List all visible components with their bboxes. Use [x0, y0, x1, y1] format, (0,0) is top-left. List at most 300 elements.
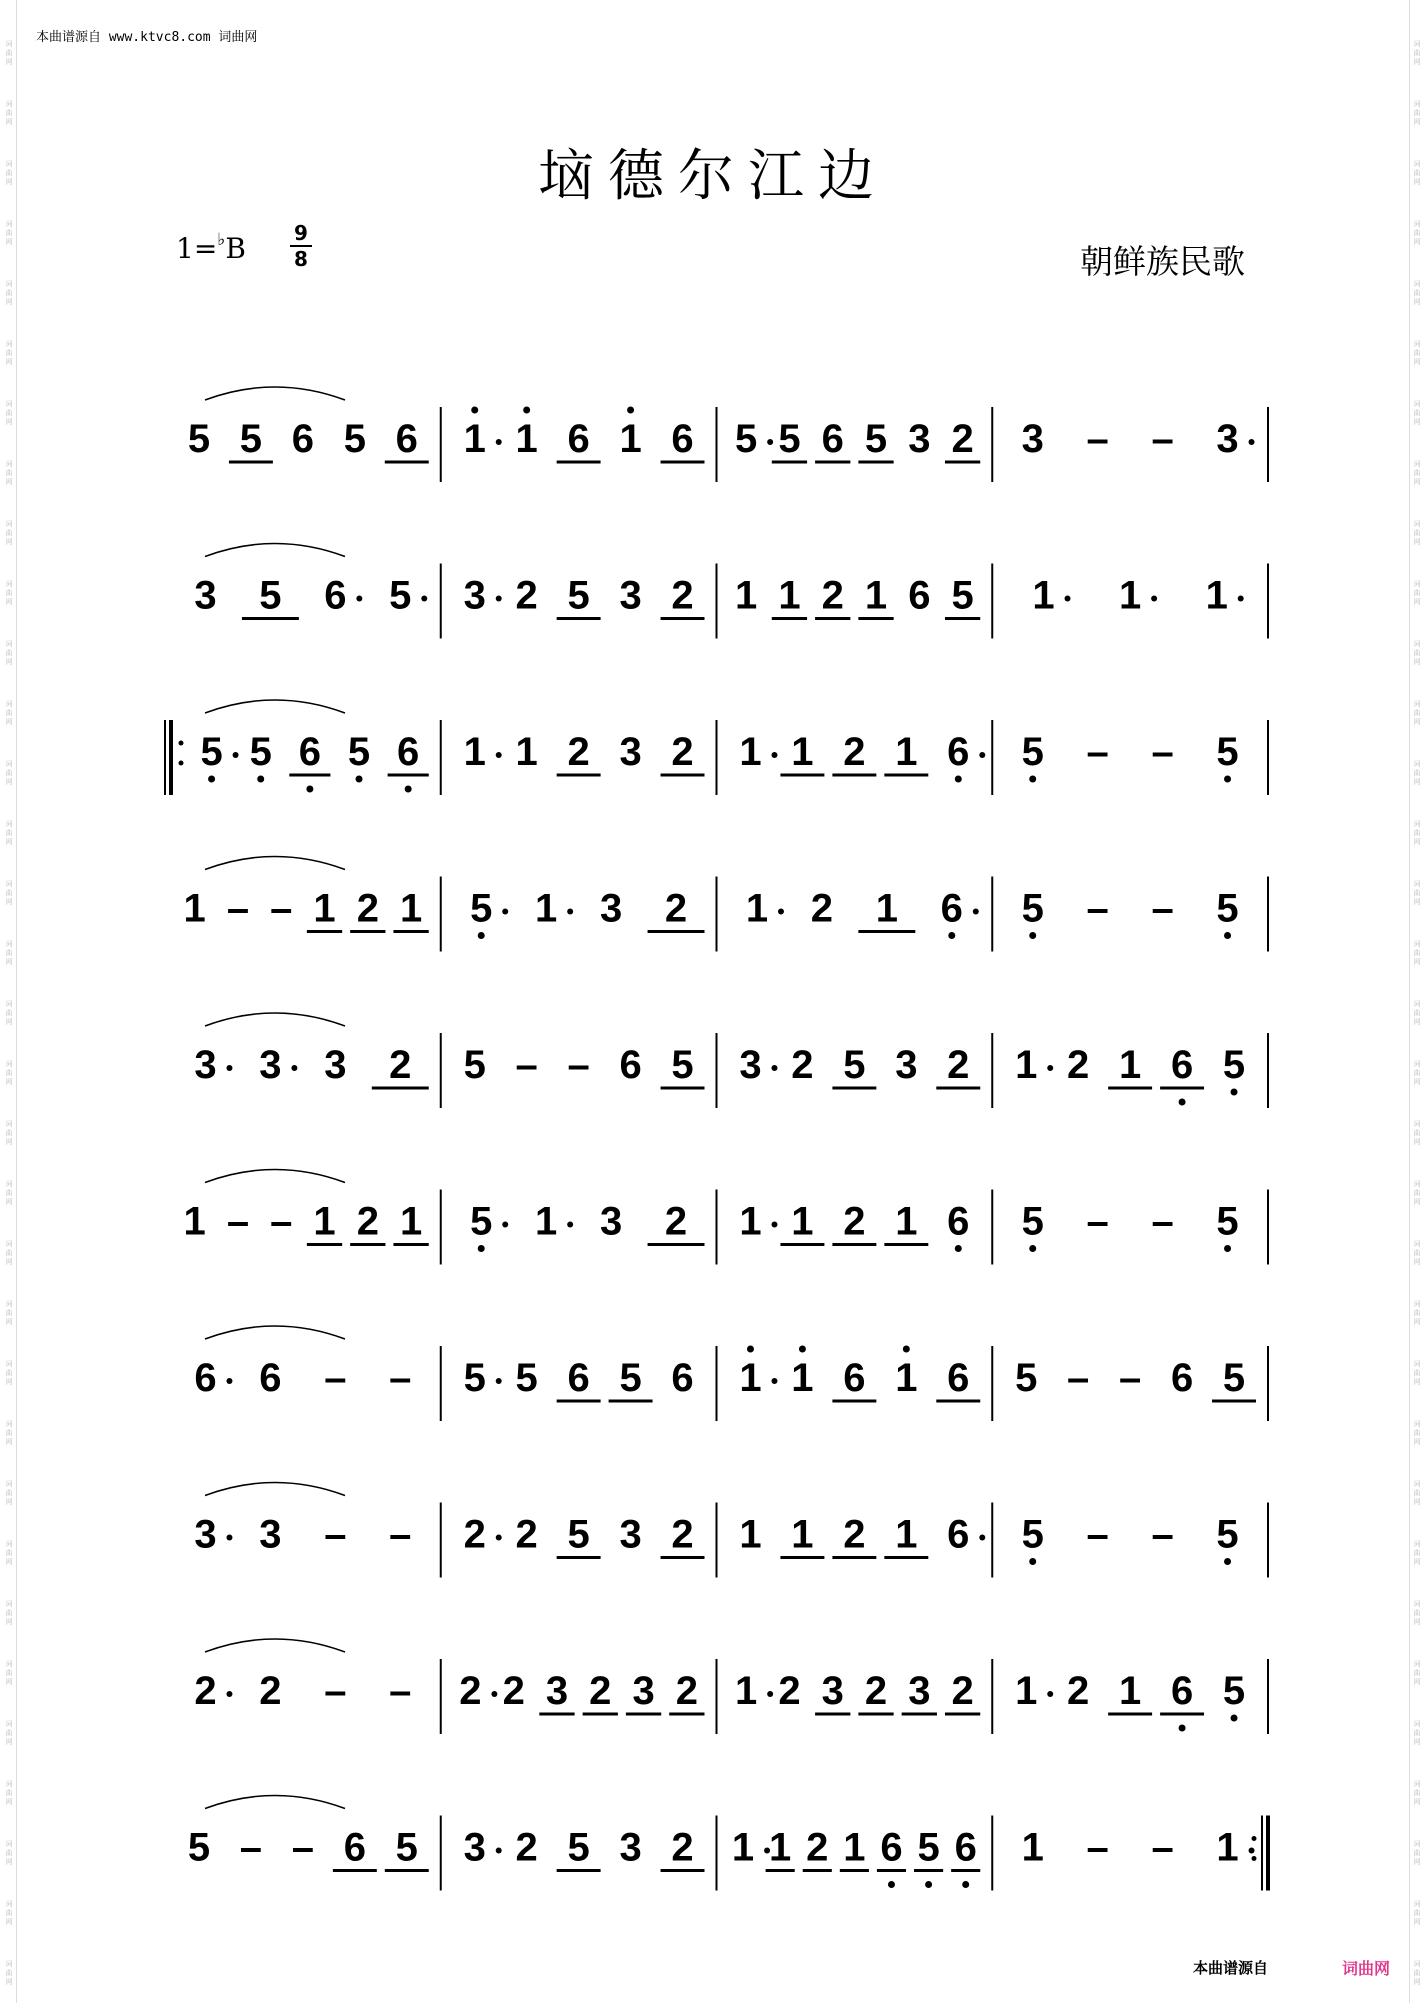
score-note: 1	[1119, 1043, 1142, 1087]
score-note: 6	[947, 1512, 970, 1557]
score-note: 2	[356, 886, 379, 931]
side-watermark-mark: 词 曲 网	[5, 1300, 13, 1326]
score-note: –	[1151, 417, 1174, 461]
score-note: 5	[239, 417, 263, 461]
augmentation-dot	[226, 1691, 232, 1697]
low-octave-dot	[955, 1245, 962, 1252]
score-note: 1	[619, 417, 642, 461]
augmentation-dot	[771, 752, 777, 758]
score-note: 3	[194, 1512, 217, 1557]
score-note: 6	[343, 1825, 366, 1870]
score-note: 6	[298, 730, 321, 774]
score-note: 6	[954, 1825, 977, 1870]
score-note: 5	[1216, 886, 1239, 931]
augmentation-dot	[496, 596, 502, 602]
score-note: 2	[843, 730, 866, 774]
score-note: –	[1151, 730, 1174, 774]
score-note: 5	[1216, 730, 1239, 774]
score-note: 6	[671, 1356, 694, 1400]
low-octave-dot	[1029, 1558, 1036, 1565]
score-note: 1	[515, 730, 538, 774]
side-watermark-mark: 词 曲 网	[5, 40, 13, 66]
side-watermark-mark: 词 曲 网	[1413, 760, 1421, 786]
score-note: 6	[324, 573, 347, 618]
score-note: 6	[259, 1356, 282, 1400]
side-watermark-mark: 词 曲 网	[1413, 1180, 1421, 1206]
side-watermark-mark: 词 曲 网	[1413, 1300, 1421, 1326]
side-watermark-mark: 词 曲 网	[1413, 1240, 1421, 1266]
side-watermark-mark: 词 曲 网	[5, 460, 13, 486]
score-note: 5	[1216, 1199, 1239, 1244]
score-note: –	[1119, 1356, 1142, 1400]
score-note: 1	[778, 573, 801, 618]
augmentation-dot	[567, 909, 573, 915]
score-note: 2	[194, 1669, 217, 1713]
augmentation-dot	[421, 596, 427, 602]
score-note: –	[1151, 886, 1174, 931]
score-note: 1	[735, 1669, 758, 1713]
score-note: 1	[183, 886, 206, 931]
score-note: 1	[739, 1199, 762, 1244]
score-note: 6	[567, 1356, 590, 1400]
score-note: 5	[470, 1199, 493, 1244]
side-watermark-mark: 词 曲 网	[5, 1660, 13, 1686]
augmentation-dot	[496, 752, 502, 758]
score-note: 1	[791, 730, 814, 774]
side-watermark-mark: 词 曲 网	[1413, 640, 1421, 666]
side-watermark-mark: 词 曲 网	[5, 880, 13, 906]
augmentation-dot	[496, 1848, 502, 1854]
score-note: 3	[194, 1043, 217, 1087]
augmentation-dot	[502, 1222, 508, 1228]
augmentation-dot	[291, 1065, 297, 1071]
score-note: 6	[194, 1356, 217, 1400]
footer-source-label: 本曲谱源自	[1193, 1959, 1269, 1977]
score-note: 5	[347, 730, 371, 774]
score-note: –	[1151, 1199, 1174, 1244]
score-note: 3	[908, 417, 931, 461]
side-watermark-mark: 词 曲 网	[5, 940, 13, 966]
side-watermark-mark: 词 曲 网	[5, 640, 13, 666]
score-note: 5	[1021, 1512, 1044, 1557]
score-note: 1	[1015, 1043, 1038, 1087]
score-note: 2	[664, 886, 688, 931]
score-note: 2	[671, 573, 694, 618]
side-watermark-mark: 词 曲 网	[5, 400, 13, 426]
score-note: 2	[463, 1512, 486, 1557]
score-note: 1	[1015, 1669, 1038, 1713]
score-note: 1	[1032, 573, 1055, 618]
low-octave-dot	[1029, 1245, 1036, 1252]
score-note: 2	[515, 1825, 538, 1870]
score-note: 2	[671, 1825, 694, 1870]
side-watermark-mark: 词 曲 网	[1413, 1960, 1421, 1986]
augmentation-dot	[771, 1065, 777, 1071]
augmentation-dot	[979, 1535, 985, 1541]
low-octave-dot	[1224, 776, 1231, 783]
score-note: –	[270, 886, 293, 931]
score-note: –	[226, 1199, 250, 1244]
augmentation-dot	[496, 1378, 502, 1384]
score-note: 1	[895, 1356, 918, 1400]
low-octave-dot	[1029, 776, 1036, 783]
score-note: 3	[194, 573, 217, 618]
score-note: 6	[397, 730, 420, 774]
score-note: –	[324, 1669, 347, 1713]
side-watermark-mark: 词 曲 网	[5, 1360, 13, 1386]
side-watermark-mark: 词 曲 网	[5, 1480, 13, 1506]
flat-symbol: ♭	[217, 230, 226, 250]
slur	[205, 1326, 345, 1339]
score-note: –	[389, 1356, 412, 1400]
score-note: 2	[810, 886, 834, 931]
side-watermark-mark: 词 曲 网	[1413, 280, 1421, 306]
side-watermark-mark: 词 曲 网	[1413, 1000, 1421, 1026]
score-note: –	[324, 1512, 347, 1557]
augmentation-dot	[226, 1535, 232, 1541]
low-octave-dot	[478, 932, 485, 939]
side-watermark-mark: 词 曲 网	[5, 1420, 13, 1446]
score-note: 6	[567, 417, 590, 461]
score-note: 3	[259, 1512, 282, 1557]
score-note: 1	[1216, 1825, 1239, 1870]
side-watermark-mark: 词 曲 网	[1413, 340, 1421, 366]
repeat-dot	[1252, 1836, 1257, 1841]
score-note: 1	[791, 1512, 814, 1557]
low-octave-dot	[1179, 1725, 1186, 1732]
score-note: 2	[843, 1199, 866, 1244]
score-note: –	[1086, 886, 1109, 931]
score-note: 5	[843, 1043, 866, 1087]
score-note: 5	[395, 1825, 418, 1870]
score-note: 2	[459, 1669, 482, 1713]
score-note: 3	[619, 573, 642, 618]
side-watermark-mark: 词 曲 网	[5, 1180, 13, 1206]
score-note: 3	[463, 573, 486, 618]
score-note: 2	[515, 1512, 538, 1557]
score-note: 5	[567, 1512, 590, 1557]
score-note: 1	[791, 1199, 814, 1244]
score-note: 5	[187, 417, 211, 461]
augmentation-dot	[1047, 1065, 1053, 1071]
score-note: 2	[589, 1669, 612, 1713]
score-note: 1	[895, 730, 918, 774]
side-watermark-mark: 词 曲 网	[5, 160, 13, 186]
augmentation-dot	[502, 909, 508, 915]
side-watermark-mark: 词 曲 网	[1413, 1540, 1421, 1566]
score-note: –	[226, 886, 250, 931]
slur	[205, 857, 345, 870]
side-watermark-mark: 词 曲 网	[1413, 820, 1421, 846]
score-note: 2	[675, 1669, 698, 1713]
side-watermark-mark: 词 曲 网	[5, 760, 13, 786]
augmentation-dot	[767, 1691, 773, 1697]
side-watermark-mark: 词 曲 网	[5, 820, 13, 846]
score-note: 5	[470, 886, 493, 931]
score-note: 2	[947, 1043, 970, 1087]
score-note: 5	[864, 417, 888, 461]
side-watermark-mark: 词 曲 网	[5, 1900, 13, 1926]
low-octave-dot	[1224, 932, 1231, 939]
score-note: 3	[821, 1669, 844, 1713]
low-octave-dot	[955, 776, 962, 783]
score-note: 1	[745, 886, 769, 931]
low-octave-dot	[1224, 1245, 1231, 1252]
repeat-dot	[179, 741, 184, 746]
score-note: 2	[567, 730, 590, 774]
score-note: 5	[343, 417, 366, 461]
score-note: 5	[1216, 1512, 1239, 1557]
augmentation-dot	[1249, 1848, 1255, 1854]
score-note: 3	[599, 1199, 623, 1244]
score-note: 3	[463, 1825, 486, 1870]
high-octave-dot	[903, 1346, 910, 1353]
key-note: B	[225, 232, 246, 265]
score-note: 2	[515, 573, 538, 618]
score-note: –	[1067, 1356, 1090, 1400]
side-watermark-mark: 词 曲 网	[5, 520, 13, 546]
score-note: –	[389, 1512, 412, 1557]
score-note: 5	[1021, 730, 1044, 774]
side-watermark-mark: 词 曲 网	[1413, 1420, 1421, 1446]
score-note: 5	[200, 730, 223, 774]
low-octave-dot	[478, 1245, 485, 1252]
low-octave-dot	[257, 776, 264, 783]
score-note: 1	[843, 1825, 866, 1870]
low-octave-dot	[1231, 1715, 1238, 1722]
side-watermark-mark: 词 曲 网	[1413, 1060, 1421, 1086]
score-note: 3	[619, 1825, 642, 1870]
score-note: 3	[739, 1043, 762, 1087]
score-note: –	[515, 1043, 538, 1087]
score-note: 5	[917, 1825, 940, 1870]
score-note: 5	[1222, 1043, 1246, 1087]
score-note: 1	[399, 1199, 423, 1244]
song-title: 垴德尔江边	[538, 144, 888, 209]
score-note: 1	[463, 417, 486, 461]
side-watermark-mark: 词 曲 网	[1413, 460, 1421, 486]
slur	[205, 1483, 345, 1496]
side-watermark-mark: 词 曲 网	[5, 1720, 13, 1746]
low-octave-dot	[925, 1881, 932, 1888]
score-note: 5	[187, 1825, 211, 1870]
side-watermark-mark: 词 曲 网	[1413, 520, 1421, 546]
side-watermark-mark: 词 曲 网	[5, 1240, 13, 1266]
score-note: 2	[664, 1199, 688, 1244]
score-note: –	[389, 1669, 412, 1713]
augmentation-dot	[1151, 596, 1157, 602]
score-note: 1	[739, 1356, 762, 1400]
side-watermark-mark: 词 曲 网	[5, 100, 13, 126]
score-note: 6	[908, 573, 931, 618]
score-note: 6	[947, 1199, 970, 1244]
side-watermark-mark: 词 曲 网	[5, 340, 13, 366]
score-note: 2	[1067, 1669, 1090, 1713]
time-denominator: 8	[294, 247, 308, 271]
score-note: 6	[619, 1043, 642, 1087]
score-note: –	[270, 1199, 293, 1244]
augmentation-dot	[973, 909, 979, 915]
score-note: 1	[399, 886, 423, 931]
side-watermark-mark: 词 曲 网	[5, 700, 13, 726]
score-note: 5	[778, 417, 801, 461]
augmentation-dot	[778, 909, 784, 915]
score-note: 1	[535, 886, 558, 931]
score-note: 5	[951, 573, 974, 618]
side-watermark-mark: 词 曲 网	[5, 1600, 13, 1626]
score-note: 1	[1205, 573, 1228, 618]
side-watermark-mark: 词 曲 网	[5, 1540, 13, 1566]
low-octave-dot	[1029, 932, 1036, 939]
low-octave-dot	[405, 786, 412, 793]
key-prefix: 1=	[176, 232, 218, 265]
augmentation-dot	[226, 1378, 232, 1384]
score-note: –	[1086, 1825, 1109, 1870]
side-watermark-mark: 词 曲 网	[1413, 940, 1421, 966]
score-note: 1	[535, 1199, 558, 1244]
side-watermark-mark: 词 曲 网	[1413, 160, 1421, 186]
score-note: 5	[619, 1356, 642, 1400]
score-note: –	[1151, 1512, 1174, 1557]
slur	[205, 1796, 345, 1809]
score-note: 5	[1222, 1356, 1246, 1400]
augmentation-dot	[491, 1691, 497, 1697]
score-note: 2	[951, 1669, 974, 1713]
augmentation-dot	[1238, 596, 1244, 602]
augmentation-dot	[1065, 596, 1071, 602]
side-watermark-mark: 词 曲 网	[1413, 1840, 1421, 1866]
score-note: 6	[671, 417, 694, 461]
side-watermark-mark: 词 曲 网	[1413, 1780, 1421, 1806]
side-watermark-mark: 词 曲 网	[1413, 1480, 1421, 1506]
score-note: 2	[821, 573, 844, 618]
score-note: –	[239, 1825, 263, 1870]
score-note: 3	[324, 1043, 347, 1087]
side-watermark-mark: 词 曲 网	[1413, 880, 1421, 906]
score-note: 5	[671, 1043, 694, 1087]
score-note: 3	[619, 1512, 642, 1557]
score-note: 1	[731, 1825, 755, 1870]
score-note: 2	[843, 1512, 866, 1557]
low-octave-dot	[1224, 1558, 1231, 1565]
side-watermark-mark: 词 曲 网	[1413, 1360, 1421, 1386]
score-note: 5	[735, 417, 758, 461]
score-note: 2	[671, 1512, 694, 1557]
side-watermark-mark: 词 曲 网	[5, 1060, 13, 1086]
augmentation-dot	[979, 752, 985, 758]
side-watermark-mark: 词 曲 网	[5, 1840, 13, 1866]
side-watermark-mark: 词 曲 网	[5, 1960, 13, 1986]
side-watermark-mark: 词 曲 网	[1413, 1660, 1421, 1686]
low-octave-dot	[1231, 1089, 1238, 1096]
low-octave-dot	[306, 786, 313, 793]
score-note: 5	[259, 573, 282, 618]
score-note: 5	[567, 1825, 590, 1870]
score-note: 1	[739, 730, 762, 774]
side-watermark-mark: 词 曲 网	[5, 220, 13, 246]
score-note: –	[1151, 1825, 1174, 1870]
score-note: –	[1086, 1512, 1109, 1557]
low-octave-dot	[208, 776, 215, 783]
score-note: 2	[951, 417, 974, 461]
score-note: 1	[735, 573, 758, 618]
score-note: 3	[259, 1043, 282, 1087]
side-watermark-mark: 词 曲 网	[5, 1000, 13, 1026]
high-octave-dot	[523, 407, 530, 414]
augmentation-dot	[1047, 1691, 1053, 1697]
side-watermark-mark: 词 曲 网	[1413, 1600, 1421, 1626]
score-note: 5	[463, 1356, 486, 1400]
augmentation-dot	[496, 439, 502, 445]
score-note: 1	[313, 1199, 336, 1244]
side-watermark-mark: 词 曲 网	[1413, 40, 1421, 66]
score-note: 1	[895, 1199, 918, 1244]
side-watermark-mark: 词 曲 网	[5, 580, 13, 606]
score-note: 5	[1021, 886, 1044, 931]
augmentation-dot	[356, 596, 362, 602]
score-note: 3	[895, 1043, 918, 1087]
score-note: 6	[1170, 1356, 1194, 1400]
score-note: 1	[791, 1356, 814, 1400]
score-note: 3	[1216, 417, 1239, 461]
score-note: 1	[463, 730, 486, 774]
score-note: –	[324, 1356, 347, 1400]
score-note: 5	[249, 730, 272, 774]
score-note: –	[567, 1043, 590, 1087]
score-note: 2	[864, 1669, 888, 1713]
score-note: 1	[1119, 1669, 1142, 1713]
time-numerator: 9	[294, 221, 308, 245]
score-note: 1	[1021, 1825, 1044, 1870]
low-octave-dot	[356, 776, 363, 783]
attribution: 朝鲜族民歌	[1080, 242, 1245, 281]
high-octave-dot	[747, 1346, 754, 1353]
score-note: 6	[947, 1356, 970, 1400]
score-note: 2	[1067, 1043, 1090, 1087]
score-note: 3	[908, 1669, 931, 1713]
score-note: –	[1086, 1199, 1109, 1244]
score-note: 5	[463, 1043, 486, 1087]
side-watermark-mark: 词 曲 网	[1413, 700, 1421, 726]
side-watermark-mark: 词 曲 网	[5, 1780, 13, 1806]
augmentation-dot	[226, 1065, 232, 1071]
slur	[205, 387, 345, 400]
slur	[205, 1639, 345, 1652]
side-watermark-mark: 词 曲 网	[1413, 100, 1421, 126]
high-octave-dot	[799, 1346, 806, 1353]
score-note: 2	[671, 730, 694, 774]
score-note: 1	[1119, 573, 1142, 618]
slur	[205, 1013, 345, 1026]
score-note: 1	[875, 886, 898, 931]
high-octave-dot	[627, 407, 634, 414]
high-octave-dot	[471, 407, 478, 414]
side-watermark-mark: 词 曲 网	[5, 280, 13, 306]
augmentation-dot	[767, 439, 773, 445]
score-note: 1	[895, 1512, 918, 1557]
low-octave-dot	[962, 1881, 969, 1888]
score-note: 2	[356, 1199, 379, 1244]
score-note: 3	[545, 1669, 569, 1713]
score-note: 5	[389, 573, 412, 618]
side-watermark-mark: 词 曲 网	[1413, 400, 1421, 426]
score-note: 6	[940, 886, 963, 931]
score-note: 3	[632, 1669, 655, 1713]
repeat-dot	[179, 761, 184, 766]
score-note: 6	[291, 417, 314, 461]
low-octave-dot	[948, 932, 955, 939]
score-note: 5	[1021, 1199, 1044, 1244]
